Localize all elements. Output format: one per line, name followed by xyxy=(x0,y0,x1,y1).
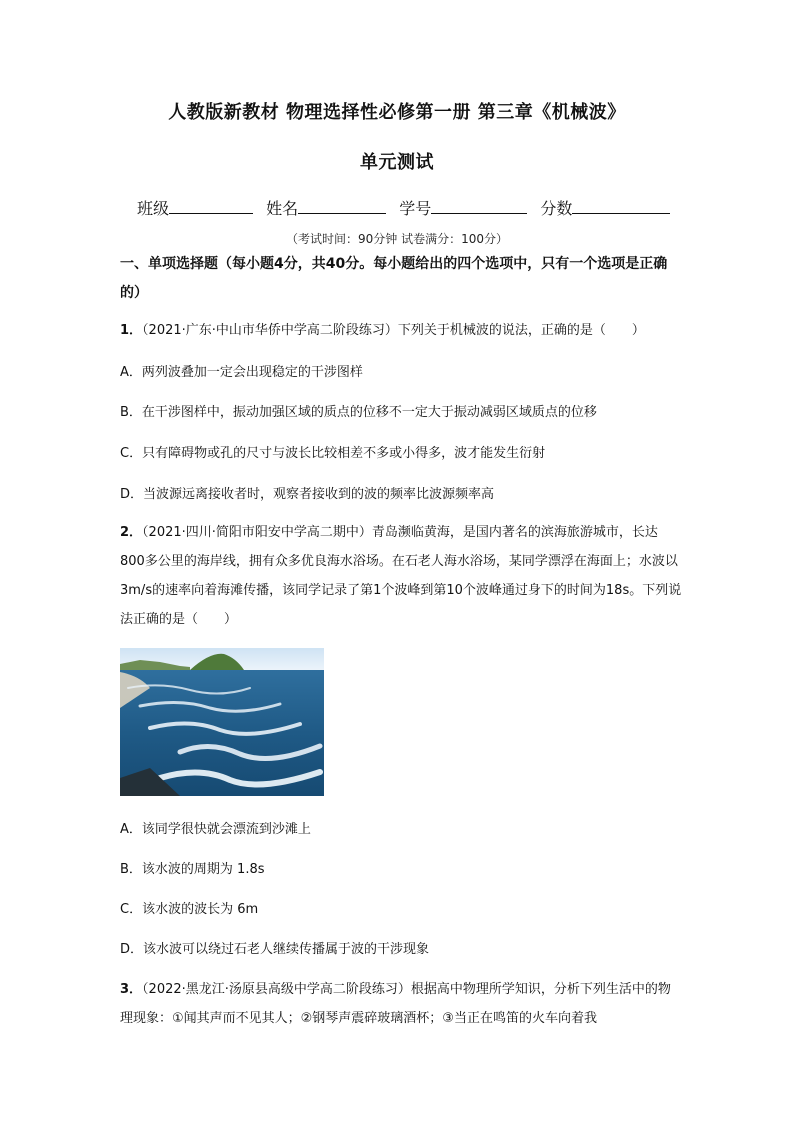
class-label: 班级 xyxy=(137,199,170,218)
question-2-option-c: C．该水波的波长为 6m xyxy=(120,902,259,917)
section-heading: 一、单项选择题（每小题4分，共40分。每小题给出的四个选项中，只有一个选项是正确的） xyxy=(120,256,668,301)
page-title: 人教版新教材 物理选择性必修第一册 第三章《机械波》 xyxy=(168,102,626,123)
student-info-row xyxy=(137,196,678,219)
page-subtitle: 单元测试 xyxy=(360,152,434,173)
name-label: 姓名 xyxy=(266,199,299,218)
question-text: （2021·四川·简阳市阳安中学高二期中）青岛濒临黄海，是国内著名的滨海旅游城市，长达800多公里的海岸线，拥有众多优良海水浴场。在石老人海水浴场，某同学漂浮在海面上；水波以3m/s的速率向着海滩传播，该同学记录了第1个波峰到第10个波峰通过身下的时间为18s。下列说法正确的是（ ） xyxy=(120,525,682,627)
question-2-option-b: B．该水波的周期为 1.8s xyxy=(120,862,265,877)
question-2-option-a: A．该同学很快就会漂流到沙滩上 xyxy=(120,822,311,837)
question-number: 2． xyxy=(120,525,143,540)
exam-note: （考试时间：90分钟 试卷满分：100分） xyxy=(286,232,508,246)
id-label: 学号 xyxy=(399,199,432,218)
question-1-option-c: C．只有障碍物或孔的尺寸与波长比较相差不多或小得多，波才能发生衍射 xyxy=(120,446,546,461)
beach-waves-photo xyxy=(120,648,324,796)
score-blank xyxy=(572,197,670,214)
question-2-stem xyxy=(120,518,682,634)
question-1-option-d: D．当波源远离接收者时，观察者接收到的波的频率比波源频率高 xyxy=(120,487,495,502)
question-3-stem xyxy=(120,975,682,1033)
question-1-stem xyxy=(120,316,682,345)
question-number: 1． xyxy=(120,323,143,338)
class-blank xyxy=(169,197,253,214)
question-1-option-b: B．在干涉图样中，振动加强区域的质点的位移不一定大于振动减弱区域质点的位移 xyxy=(120,405,597,420)
question-number: 3． xyxy=(120,982,143,997)
question-2-option-d: D．该水波可以绕过石老人继续传播属于波的干涉现象 xyxy=(120,942,430,957)
name-blank xyxy=(298,197,386,214)
question-1-option-a: A．两列波叠加一定会出现稳定的干涉图样 xyxy=(120,365,363,380)
question-text: （2022·黑龙江·汤原县高级中学高二阶段练习）根据高中物理所学知识，分析下列生活中的物理现象：①闻其声而不见其人；②钢琴声震碎玻璃酒杯；③当正在鸣笛的火车向着我 xyxy=(120,982,671,1026)
question-text: （2021·广东·中山市华侨中学高二阶段练习）下列关于机械波的说法，正确的是（ ） xyxy=(142,323,645,338)
score-label: 分数 xyxy=(540,199,573,218)
id-blank xyxy=(431,197,527,214)
